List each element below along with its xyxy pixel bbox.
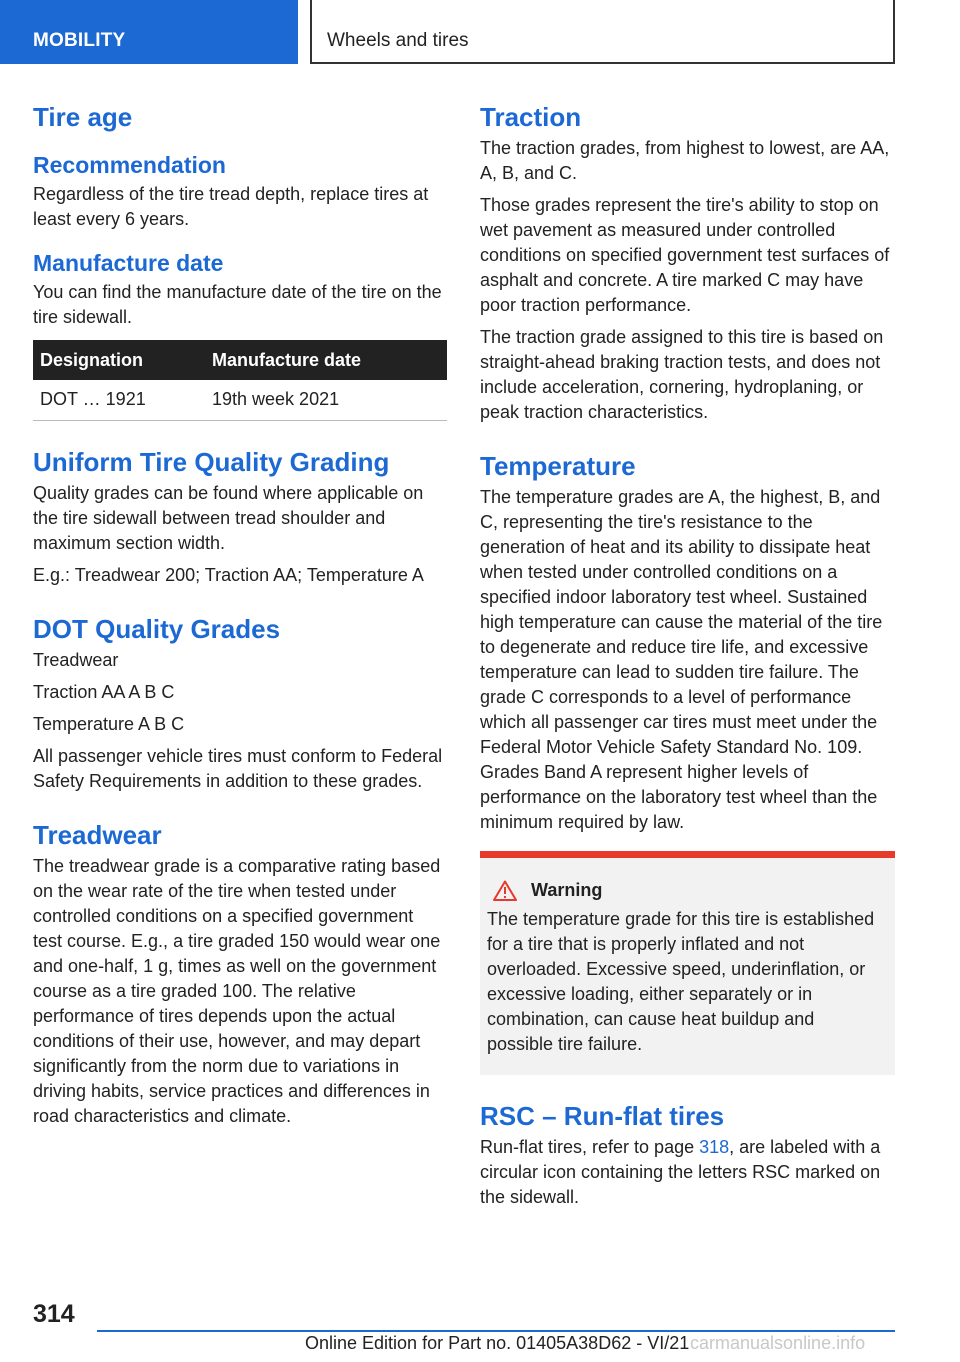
manufacture-date-text: You can find the manufacture date of the tire on the tire sidewall.	[33, 282, 442, 327]
footer-edition: Online Edition for Part no. 01405A38D62 - VI/21	[305, 1333, 690, 1353]
watermark: carmanualsonline.info	[690, 1333, 866, 1353]
header-section-label: MOBILITY	[33, 30, 126, 51]
right-column	[480, 100, 895, 1217]
utqg-paragraph-1: Quality grades can be found where applicable on the tire sidewall between tread shoulder and maximum section width.	[33, 482, 424, 553]
table-header-manufacture-date: Manufacture date	[205, 340, 447, 380]
dot-heading: DOT Quality Grades	[33, 613, 281, 644]
table-row	[33, 380, 447, 420]
manufacture-date-heading: Manufacture date	[33, 250, 224, 276]
temperature-section	[480, 449, 895, 835]
tire-age-section	[33, 100, 447, 421]
warning-box	[480, 851, 895, 1075]
treadwear-paragraph: The treadwear grade is a comparative rating based on the wear rate of the tire when tested under controlled conditions on a specified government test course. E.g., a tire graded 150 would wear one and one-half, 1 g, times as well on the government course as a tire graded 100. The relative performance of tires depends upon the actual conditions of their use, however, and may depart significantly from the norm due to variations in driving habits, service practices and differences in road characteristics and climate.	[33, 855, 441, 1126]
header-title-frame	[310, 0, 895, 64]
header-title: Wheels and tires	[327, 30, 469, 51]
temperature-heading: Temperature	[480, 451, 636, 481]
dot-paragraph: All passenger vehicle tires must conform to Federal Safety Requirements in addition to these grades.	[33, 745, 443, 791]
temperature-paragraph: The temperature grades are A, the highest, B, and C, representing the tire's resistance to the generation of heat and its ability to dissipate heat when tested under controlled conditions on a specified indoor laboratory test wheel. Sustained high temperature can cause the material of the tire to degenerate and reduce tire life, and excessive temperature can lead to sudden tire failure. The grade C corresponds to a level of performance which all passenger car tires must meet under the Federal Motor Vehicle Safety Standard No. 109. Grades Band A represent higher levels of performance on the laboratory test wheel than the minimum required by law.	[480, 487, 883, 832]
table-cell-manufacture-date: 19th week 2021	[205, 380, 447, 420]
warning-title-row	[487, 880, 885, 901]
recommendation-text: Regardless of the tire tread depth, replace tires at least every 6 years.	[33, 184, 429, 229]
tire-age-heading: Tire age	[33, 102, 133, 132]
recommendation-heading: Recommendation	[33, 152, 226, 178]
rsc-text-after: , are labeled with a circular icon containing the letters RSC marked on the sidewall.	[480, 1137, 881, 1207]
table-header-designation: Designation	[33, 340, 205, 380]
page-reference-link[interactable]: 318	[699, 1137, 730, 1157]
traction-section	[480, 100, 895, 425]
rsc-heading: RSC – Run-flat tires	[480, 1101, 725, 1131]
dot-line-temperature: Temperature A B C	[33, 713, 185, 734]
dot-line-treadwear: Treadwear	[33, 649, 119, 670]
treadwear-heading: Treadwear	[33, 819, 162, 850]
traction-heading: Traction	[480, 102, 582, 132]
warning-triangle-icon	[493, 880, 517, 901]
utqg-paragraph-2: E.g.: Treadwear 200; Traction AA; Temperature A	[33, 564, 424, 585]
utqg-section	[33, 445, 447, 588]
dot-line-traction: Traction AA A B C	[33, 681, 175, 702]
treadwear-section	[33, 818, 447, 1129]
table-cell-designation: DOT … 1921	[33, 380, 205, 420]
left-column	[33, 100, 447, 1136]
rsc-section	[480, 1099, 895, 1210]
traction-paragraph-2: Those grades represent the tire's ability to stop on wet pavement as measured under controlled conditions on specified government test surfaces of asphalt and concrete. A tire marked C may have poor traction performance.	[480, 195, 890, 315]
traction-paragraph-3: The traction grade assigned to this tire is based on straight-ahead braking traction tests, and does not include acceleration, cornering, hydroplaning, or peak traction characteristics.	[480, 327, 884, 422]
utqg-heading: Uniform Tire Quality Grading	[33, 446, 390, 477]
manufacture-date-table	[33, 340, 447, 421]
page-number: 314	[33, 1300, 75, 1328]
table-header-row	[33, 340, 447, 380]
header-section-tab	[0, 0, 298, 64]
dot-section	[33, 612, 447, 794]
warning-text: The temperature grade for this tire is established for a tire that is properly inflated and not overloaded. Excessive speed, underinflation, or excessive loading, either separately or in combination, can cause heat buildup and possible tire failure.	[487, 909, 875, 1054]
footer-divider	[97, 1330, 895, 1332]
traction-paragraph-1: The traction grades, from highest to lowest, are AA, A, B, and C.	[480, 138, 890, 183]
warning-title: Warning	[531, 880, 603, 900]
rsc-paragraph	[480, 1135, 895, 1210]
rsc-text-before: Run-flat tires, refer to page	[480, 1137, 700, 1157]
